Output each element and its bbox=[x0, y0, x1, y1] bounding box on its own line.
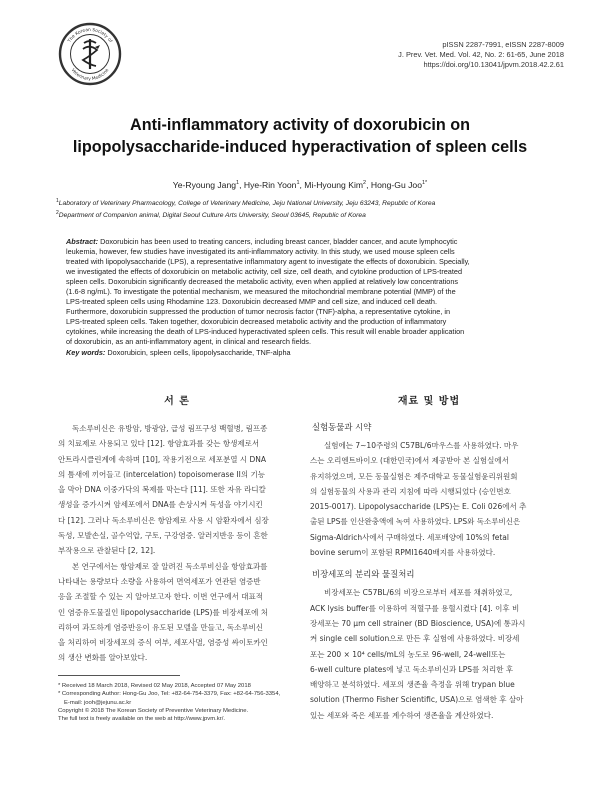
abstract-line: of doxorubicin, as an anti-inflammatory agent, in clinical and research fields. bbox=[66, 337, 311, 347]
journal-citation: J. Prev. Vet. Med. Vol. 42, No. 2: 61-65, June 2018 bbox=[398, 50, 564, 59]
text-line: 응을 조절할 수 있는 지 알아보고자 한다. 이번 연구에서 대표적 bbox=[58, 592, 263, 602]
keywords-label: Key words: bbox=[66, 347, 106, 357]
text-line: 을 막아 DNA 이중가닥의 복제를 막는다 [11]. 또한 자유 라디칼 bbox=[58, 485, 266, 495]
keywords: Doxorubicin, spleen cells, lipopolysaccharide, TNF-alpha bbox=[107, 347, 291, 357]
text-line: 리하여 과도하게 염증반응이 유도된 모델을 만들고, 독소루비신 bbox=[58, 622, 264, 632]
text-line: 의 실험동물의 사용과 관리 지침에 따라 시행되었다 (승인번호 bbox=[310, 486, 511, 496]
title-line: lipopolysaccharide-induced hyperactivation of spleen cells bbox=[72, 138, 528, 156]
paper-title bbox=[40, 114, 560, 158]
affiliation: $^1$Laboratory of Veterinary Pharmacology, College of Veterinary Medicine, Jeju National University, Jeju 63243, Republic of Korea bbox=[56, 198, 436, 208]
text-line: 본 연구에서는 항암제로 잘 알려진 독소루비신을 항암효과를 bbox=[72, 561, 268, 571]
subsection-title: 실험동물과 시약 bbox=[312, 422, 372, 432]
intro-paragraph bbox=[58, 559, 296, 666]
methods-paragraph bbox=[310, 585, 548, 723]
text-line: 6-well culture plates에 넣고 독소루비신과 LPS를 처리한 후 bbox=[310, 664, 514, 674]
text-line: 독소루비신은 유방암, 방광암, 급성 림프구성 백혈병, 림프종 bbox=[72, 424, 268, 433]
journal-doi[interactable]: https://doi.org/10.13041/jpvm.2018.42.2.61 bbox=[423, 60, 564, 69]
footnote-line: Copyright © 2018 The Korean Society of Preventive Veterinary Medicine. bbox=[58, 707, 249, 714]
author-sup: 1 bbox=[296, 180, 300, 187]
abstract-line: Doxorubicin has been used to treating cancers, including breast cancer, bladder cancer, and acute lymphocytic bbox=[100, 237, 458, 246]
footnote-line: The full text is freely available on the web at http://www.jpvm.kr/. bbox=[58, 716, 225, 723]
text-line: ACK lysis buffer를 이용하여 적혈구를 용혈시켰다 [4]. 이후 비 bbox=[310, 603, 520, 613]
abstract-line: LPS-treated spleen cells using Rhodamine 123. Doxorubicin decreased MMP and cell size, and induced cell death. bbox=[66, 297, 438, 307]
text-line: 생성을 증가시켜 암세포에서 DNA를 손상시켜 독성을 야기시킨 bbox=[58, 500, 263, 510]
subsection-title: 비장세포의 분리와 물질처리 bbox=[312, 569, 415, 580]
abstract-line: treated with lipopolysaccharide (LPS), a representative inflammatory agent to investigate the effects of doxorubicin. Specially, bbox=[66, 257, 470, 267]
text-line: bovine serum이 포함된 RPMI1640배지를 사용하였다. bbox=[310, 548, 496, 558]
journal-info bbox=[398, 40, 564, 70]
text-line: 다 [12]. 그러나 독소루비신은 항암제로 사용 시 암환자에서 심장 bbox=[58, 515, 269, 525]
society-logo bbox=[58, 22, 122, 86]
text-line: 나타내는 용량보다 소량을 사용하여 면역세포가 연관된 염증반 bbox=[58, 576, 261, 586]
text-line: 스는 오리엔트바이오 (대한민국)에서 제공받아 본 실험실에서 bbox=[310, 456, 509, 466]
author-sup: 1* bbox=[422, 180, 428, 187]
footnote-divider bbox=[58, 675, 180, 676]
abstract-line: Furthermore, doxorubicin suppressed the production of tumor necrosis factor (TNF)-alpha, a representative cytokine, in bbox=[66, 307, 451, 317]
text-line: 장세포는 70 μm cell strainer (BD Bioscience, USA)에 통과시 bbox=[310, 618, 526, 628]
author-name: Hye-Rin Yoon bbox=[243, 180, 297, 190]
text-line: 의 틈새에 끼어들고 (intercelation) topoisomerase II의 기능 bbox=[58, 469, 265, 479]
text-line: 비장세포는 C57BL/6의 비장으로부터 세포를 채취하였고, bbox=[324, 588, 513, 598]
intro-section bbox=[58, 392, 296, 666]
intro-paragraph bbox=[58, 421, 296, 559]
text-line: 있는 세포와 죽은 세포를 계수하여 생존율을 계산하였다. bbox=[310, 710, 494, 720]
abstract-line: (1.6-8 ng/mL). To investigate the potential mechanism, we measured the mitochondrial membrane potential (MMP) of the bbox=[66, 287, 456, 297]
abstract-line: leukemia, however, few studies have investigated its anti-inflammatory activity. In this study, we used mouse spleen cells bbox=[66, 247, 455, 257]
abstract-line: LPS-treated spleen cells. Taken together, doxorubicin decreased metabolic activity and the production of inflammatory bbox=[66, 317, 447, 327]
text-line: 유지하였으며, 모든 동물실험은 제주대학교 동물실험윤리위원회 bbox=[310, 471, 518, 481]
author-name: Ye-Ryoung Jang bbox=[172, 180, 237, 190]
methods-heading: 재료 및 방법 bbox=[397, 396, 461, 407]
footnotes bbox=[58, 682, 298, 723]
text-line: 켜 single cell solution으로 만든 후 실험에 사용하였다. 비장세 bbox=[310, 634, 520, 644]
author-list: Ye-Ryoung Jang$^1$, Hye-Rin Yoon$^1$, Mi-Hyoung Kim$^2$, Hong-Gu Joo$^{1*}$ bbox=[172, 180, 428, 190]
text-line: 독성, 모발손실, 골수억압, 구토, 구강염증. 알러지반응 등이 흔한 bbox=[58, 531, 268, 541]
text-line: 2015-0017). Lipopolysaccharide (LPS)는 E. Coli 026에서 추 bbox=[310, 502, 527, 512]
affiliations bbox=[56, 197, 560, 220]
text-line: 배양하고 분석하였다. 세포의 생존율 측정을 위해 trypan blue bbox=[310, 680, 515, 690]
abstract-line: cytokines, while increasing the death of LPS-induced hyperactivated spleen cells. This result will enable broader application bbox=[66, 327, 465, 337]
logo-text-top: The Korean Society of bbox=[67, 27, 113, 44]
footnote-line: * Received 18 March 2018, Revised 02 May 2018, Accepted 07 May 2018 bbox=[58, 683, 251, 689]
text-line: 의 생산 변화를 알아보았다. bbox=[58, 653, 148, 663]
abstract-line: we investigated the effects of doxorubicin on metabolic activity, cell size, cell death, and cytokine production of LPS-treated bbox=[66, 267, 463, 277]
author-sup: 1 bbox=[236, 180, 240, 187]
text-line: 안트라시클린계에 속하며 [10], 작용기전으로 세포분열 시 DNA bbox=[58, 454, 266, 464]
text-line: 출된 LPS를 인산완충액에 녹여 사용하였다. LPS와 독소루비신은 bbox=[310, 517, 521, 527]
intro-heading: 서 론 bbox=[164, 396, 190, 407]
text-line: Sigma-Aldrich사에서 구매하였다. 세포배양에 10%의 fetal bbox=[310, 532, 509, 542]
footnote-line: * Corresponding Author: Hong-Gu Joo, Tel: +82-64-754-3379, Fax: +82-64-756-3354, bbox=[58, 691, 281, 698]
footnote-email[interactable]: E-mail: jooh@jejunu.ac.kr bbox=[64, 699, 132, 706]
logo-text-bottom: Veterinary Medicine bbox=[69, 68, 111, 83]
methods-paragraph bbox=[310, 438, 548, 560]
author-name: Hong-Gu Joo bbox=[370, 180, 422, 190]
text-line: 인 염증유도물질인 lipopolysaccharide (LPS)를 비장세포에 처 bbox=[58, 607, 268, 617]
text-line: 을 처리하여 비장세포의 증식 여부, 세포사멸, 염증성 싸이토카인 bbox=[58, 638, 268, 648]
author-sup: 2 bbox=[363, 180, 367, 187]
abstract bbox=[66, 237, 542, 358]
text-line: 의 치료제로 사용되고 있다 [12]. 항암효과를 갖는 항생제로서 bbox=[58, 439, 260, 449]
text-line: 부작용으로 관찰된다 [2, 12]. bbox=[58, 546, 156, 556]
abstract-label: Abstract: bbox=[66, 237, 99, 246]
journal-issn: pISSN 2287-7991, eISSN 2287-8009 bbox=[442, 40, 564, 49]
text-line: 포는 200 × 10⁴ cells/mL의 농도로 96-well, 24-well또는 bbox=[310, 649, 506, 659]
affiliation: $^2$Department of Companion animal, Digital Seoul Culture Arts University, Seoul 03645, Republic of Korea bbox=[56, 209, 366, 219]
author-name: Mi-Hyoung Kim bbox=[304, 180, 364, 190]
title-line: Anti-inflammatory activity of doxorubicin on bbox=[130, 116, 470, 134]
abstract-line: spleen cells. Doxorubicin significantly decreased the metabolic activity, even when applied at relatively low concentrations bbox=[66, 277, 459, 287]
text-line: solution (Thermo Fisher Scientific, USA)으로 염색한 후 살아 bbox=[310, 695, 524, 705]
methods-section bbox=[310, 392, 548, 723]
text-line: 실험에는 7~10주령의 C57BL/6마우스를 사용하였다. 마우 bbox=[324, 441, 519, 450]
